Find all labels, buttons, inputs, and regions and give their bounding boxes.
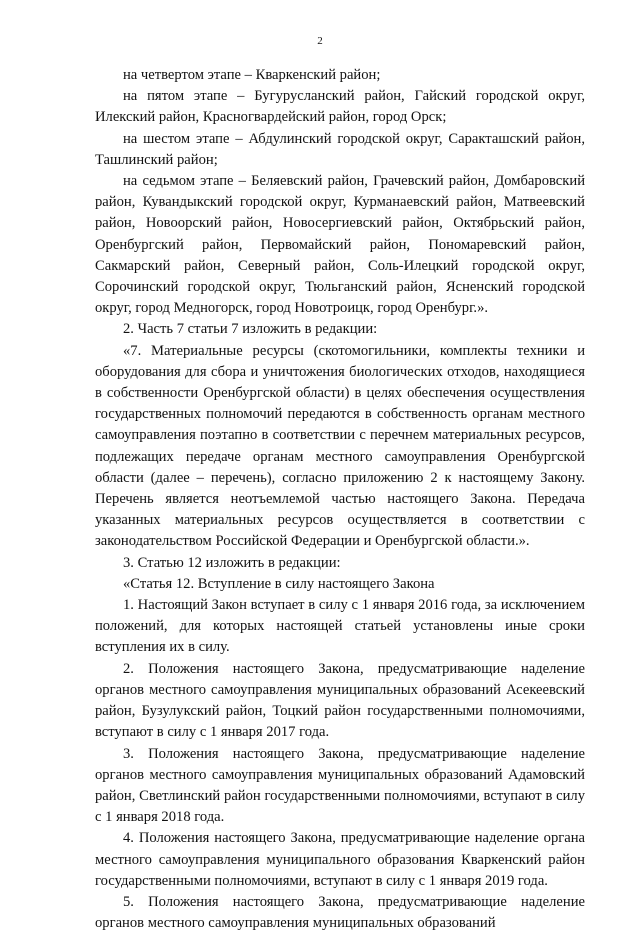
page-number: 2 <box>317 35 323 47</box>
paragraph: 3. Положения настоящего Закона, предусматривающие наделение органов местного самоуправления муниципальных образований Адамовский район, Светлинский район государственными полномочиями, вступают в силу с 1 января 2018 года. <box>95 745 585 826</box>
paragraph: 2. Положения настоящего Закона, предусматривающие наделение органов местного самоуправления муниципальных образований Асекеевский район, Бузулукский район, Тоцкий район государственными полномочиями, вступают в силу с 1 января 2017 года. <box>95 660 585 741</box>
paragraph: 3. Статью 12 изложить в редакции: <box>123 554 341 571</box>
paragraph: 4. Положения настоящего Закона, предусматривающие наделение органа местного самоуправления муниципального образования Кваркенский район государственными полномочиями, вступают в силу с 1 января 2019 года. <box>95 830 585 889</box>
paragraph: на четвертом этапе – Кваркенский район; <box>123 67 381 83</box>
paragraph: на пятом этапе – Бугурусланский район, Гайский городской округ, Илекский район, Красногвардейский район, город Орск; <box>95 88 585 126</box>
paragraph: 1. Настоящий Закон вступает в силу с 1 января 2016 года, за исключением положений, для которых настоящей статьей установлены иные сроки вступления их в силу. <box>95 597 585 656</box>
paragraph: «7. Материальные ресурсы (скотомогильники, комплекты техники и оборудования для сбора и уничтожения биологических отходов, находящиеся в собственности Оренбургской области) в целях обеспечения осуществления государственных полномочий передаются в собственность органам местного самоуправления поэтапно в соответствии с перечнем материальных ресурсов, подлежащих передаче органам местного самоуправления Оренбургской области (далее – перечень), согласно приложению 2 к настоящему Закону. Перечень является неотъемлемой частью настоящего Закона. Передача указанных материальных ресурсов осуществляется в соответствии с законодательством Российской Федерации и Оренбургской области.». <box>95 342 585 550</box>
document-body <box>95 65 585 934</box>
paragraph: 2. Часть 7 статьи 7 изложить в редакции: <box>123 321 378 338</box>
paragraph: на шестом этапе – Абдулинский городской округ, Саракташский район, Ташлинский район; <box>95 130 585 168</box>
paragraph: 5. Положения настоящего Закона, предусматривающие наделение органов местного самоуправления муниципальных образований <box>95 893 585 932</box>
paragraph: на седьмом этапе – Беляевский район, Грачевский район, Домбаровский район, Кувандыкский городской округ, Курманаевский район, Матвеевский район, Новоорский район, Новосергиевский район, Октябрьский район, Оренбургский район, Первомайский район, Пономаревский район, Сакмарский район, Северный район, Соль-Илецкий городской округ, Сорочинский городской округ, Тюльганский район, Ясненский городской округ, город Медногорск, город Новотроицк, город Оренбург.». <box>95 173 585 317</box>
article-heading: «Статья 12. Вступление в силу настоящего Закона <box>123 575 435 592</box>
